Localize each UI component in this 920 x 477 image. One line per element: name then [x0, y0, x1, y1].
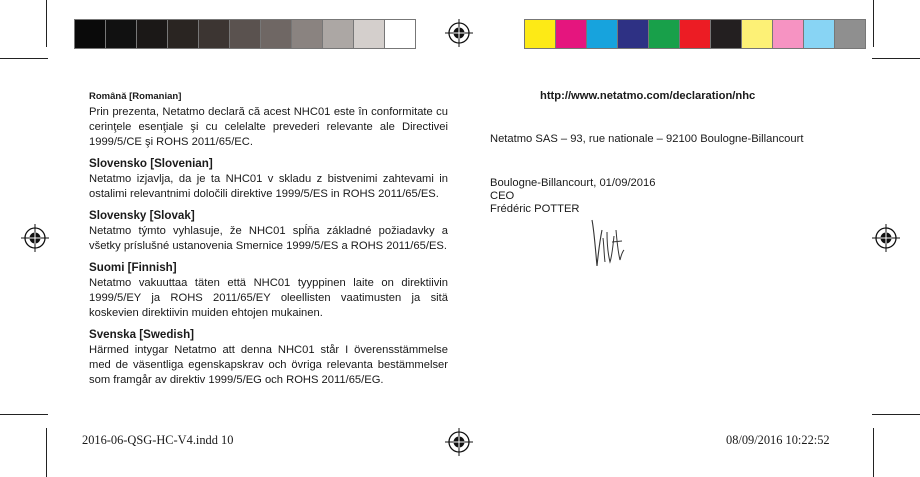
registration-mark-icon — [21, 224, 49, 252]
slug-file: 2016-06-QSG-HC-V4.indd 10 — [82, 433, 234, 447]
color-swatch — [835, 20, 865, 48]
color-swatch — [261, 20, 292, 48]
color-swatch — [168, 20, 199, 48]
declaration-url[interactable]: http://www.netatmo.com/declaration/nhc — [540, 90, 756, 102]
declarations-column — [89, 89, 448, 388]
language-heading: Română [Romanian] — [89, 91, 182, 102]
color-swatch — [199, 20, 230, 48]
color-swatch — [137, 20, 168, 48]
color-swatch — [230, 20, 261, 48]
language-heading: Slovensko [Slovenian] — [89, 157, 213, 170]
color-swatch — [742, 20, 773, 48]
signer-role: CEO — [490, 190, 515, 202]
slug-datetime: 08/09/2016 10:22:52 — [726, 433, 830, 447]
color-swatch — [804, 20, 835, 48]
signer-name: Frédéric POTTER — [490, 203, 580, 215]
color-swatch — [680, 20, 711, 48]
color-swatch — [106, 20, 137, 48]
crop-mark — [873, 428, 874, 477]
language-heading: Svenska [Swedish] — [89, 328, 195, 341]
declaration-text: Netatmo vakuuttaa täten että NHC01 tyyppinen laite on direktiivin 1999/5/EY ja ROHS 2011/65/EY oleellisten vaatimusten ja sitä koskevien direktiivin muiden ehtojen mukainen. — [89, 277, 448, 319]
registration-mark-icon — [872, 224, 900, 252]
color-bar — [524, 19, 866, 49]
crop-mark — [873, 0, 874, 47]
registration-mark-icon — [445, 19, 473, 47]
language-heading: Suomi [Finnish] — [89, 261, 177, 274]
color-swatch — [618, 20, 649, 48]
crop-mark — [0, 58, 48, 59]
language-heading: Slovensky [Slovak] — [89, 209, 195, 222]
declaration-text: Netatmo izjavlja, da je ta NHC01 v skladu z bistvenimi zahtevami in ostalimi relevantnimi določili direktive 1999/5/ES in ROHS 2011/65/ES. — [89, 173, 448, 200]
place-date: Boulogne-Billancourt, 01/09/2016 — [490, 177, 656, 189]
color-swatch — [773, 20, 804, 48]
crop-mark — [0, 414, 48, 415]
color-swatch — [323, 20, 354, 48]
crop-mark — [46, 0, 47, 47]
company-address: Netatmo SAS – 93, rue nationale – 92100 Boulogne-Billancourt — [490, 133, 804, 145]
grayscale-bar — [74, 19, 416, 49]
crop-mark — [872, 58, 920, 59]
color-swatch — [385, 20, 415, 48]
color-swatch — [587, 20, 618, 48]
declaration-text: Prin prezenta, Netatmo declară că acest NHC01 este în conformitate cu cerinţele esenţiale şi cu celelalte prevederi relevante ale Directivei 1999/5/CE şi ROHS 2011/65/EC. — [89, 106, 448, 148]
crop-mark — [46, 428, 47, 477]
declaration-text: Netatmo týmto vyhlasuje, že NHC01 spĺňa základné požiadavky a všetky príslušné ustanovenia Smernice 1999/5/ES a ROHS 2011/65/ES. — [89, 225, 448, 252]
crop-mark — [872, 414, 920, 415]
registration-mark-icon — [445, 428, 473, 456]
color-swatch — [75, 20, 106, 48]
color-swatch — [649, 20, 680, 48]
declaration-text: Härmed intygar Netatmo att denna NHC01 står I överensstämmelse med de väsentliga egenskapskrav och övriga relevanta bestämmelser som framgår av direktiv 1999/5/EG och ROHS 2011/65/EG. — [89, 344, 448, 386]
color-swatch — [556, 20, 587, 48]
signature-image — [586, 216, 628, 272]
color-swatch — [292, 20, 323, 48]
color-swatch — [711, 20, 742, 48]
color-swatch — [354, 20, 385, 48]
color-swatch — [525, 20, 556, 48]
